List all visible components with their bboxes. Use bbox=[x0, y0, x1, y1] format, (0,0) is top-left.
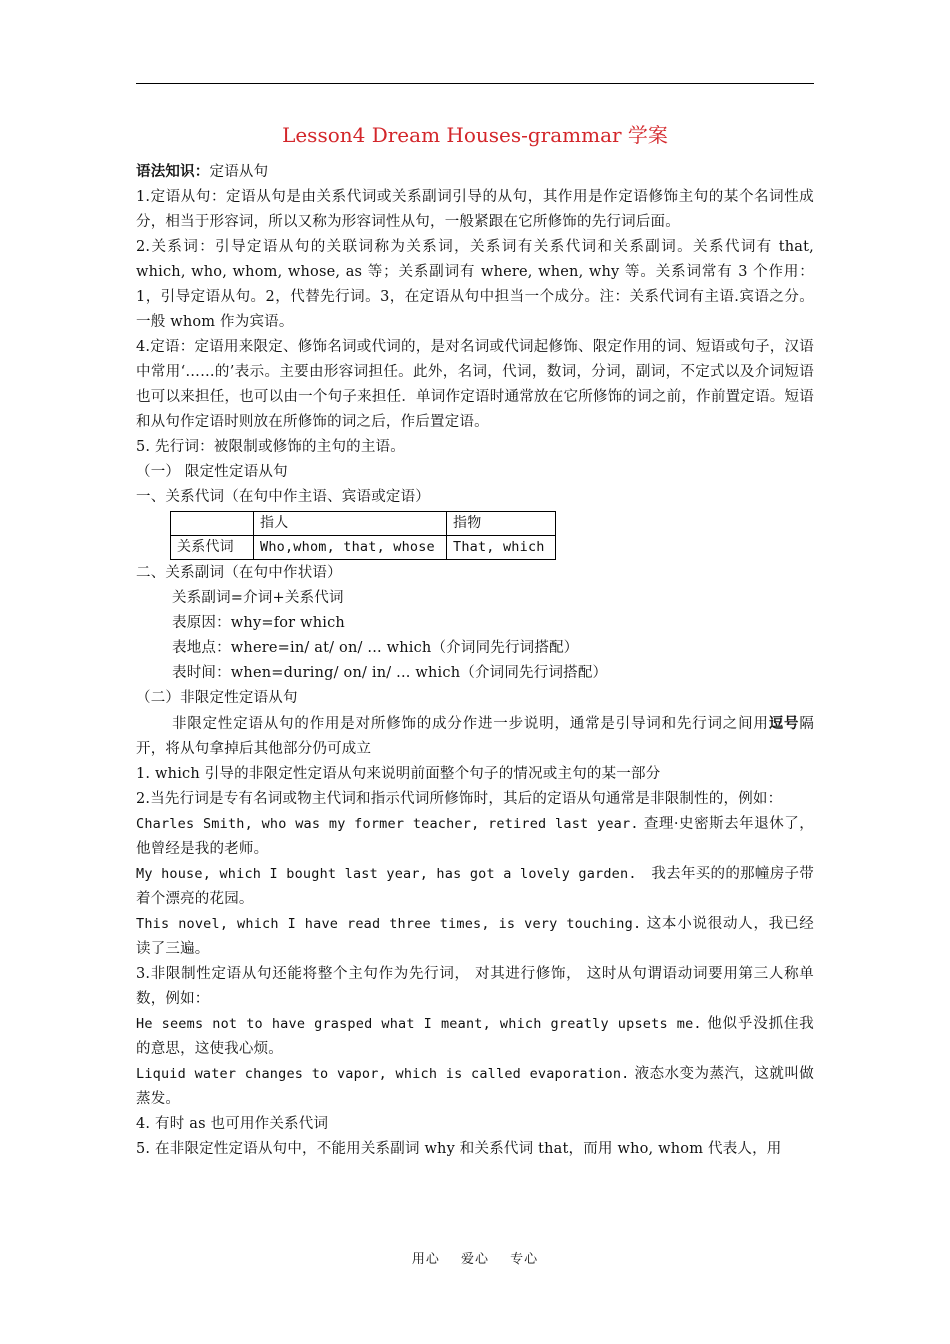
table-cell: 指物 bbox=[447, 512, 556, 536]
note-3: 3.非限制性定语从句还能将整个主句作为先行词， 对其进行修饰， 这时从句谓语动词要用第三人称单数，例如： bbox=[136, 966, 814, 1007]
example-zh: 我去年买的的那幢房子带着个漂亮的花园。 bbox=[136, 866, 814, 907]
note-4: 4. 有时 as 也可用作关系代词 bbox=[136, 1116, 329, 1132]
intro-bold: 逗号 bbox=[768, 715, 800, 732]
relative-pronoun-table bbox=[170, 511, 556, 560]
note-1: 1. which 引导的非限定性定语从句来说明前面整个句子的情况或主句的某一部分 bbox=[136, 766, 661, 782]
table-cell bbox=[171, 512, 254, 536]
intro-after: 隔开，将从句拿掉后其他部分仍可成立 bbox=[136, 716, 815, 757]
adverb-line: 表原因：why=for which bbox=[172, 615, 345, 631]
example-2 bbox=[136, 862, 814, 912]
example-zh: 查理·史密斯去年退休了，他曾经是我的老师。 bbox=[136, 816, 815, 857]
page-title: Lesson4 Dream Houses-grammar 学案 bbox=[282, 123, 668, 147]
adverb-line: 表地点：where=in/ at/ on/ ... which（介词同先行词搭配） bbox=[172, 640, 579, 656]
example-en: Charles Smith, who was my former teacher, retired last year. bbox=[136, 816, 639, 832]
example-zh: 他似乎没抓住我的意思，这使我心烦。 bbox=[136, 1016, 814, 1057]
adverb-line: 关系副词=介词+关系代词 bbox=[172, 590, 344, 606]
table-row bbox=[171, 536, 556, 560]
example-4 bbox=[136, 1012, 814, 1062]
paragraph-1: 1.定语从句：定语从句是由关系代词或关系副词引导的从句，其作用是作定语修饰主句的某个名词性成分，相当于形容词，所以又称为形容词性从句，一般紧跟在它所修饰的先行词后面。 bbox=[136, 189, 814, 230]
table-header-row bbox=[171, 512, 556, 536]
note-5: 5. 在非限定性定语从句中，不能用关系副词 why 和关系代词 that，而用 who, whom 代表人，用 bbox=[136, 1141, 782, 1157]
footer-text: 专心 bbox=[510, 1252, 539, 1267]
page-footer bbox=[0, 1248, 950, 1267]
document-body bbox=[136, 159, 814, 1162]
example-1 bbox=[136, 812, 814, 862]
paragraph-4: 4.定语：定语用来限定、修饰名词或代词的，是对名词或代词起修饰、限定作用的词、短语或句子，汉语中常用‘……的’表示。主要由形容词担任。此外，名词，代词，数词，分词，副词，不定式以及介词短语也可以来担任，也可以由一个句子来担任．单词作定语时通常放在它所修饰的词之前，作前置定语。短语和从句作定语时则放在所修饰的词之后，作后置定语。 bbox=[136, 339, 814, 430]
sub-relative-pronouns: 一、关系代词（在句中作主语、宾语或定语） bbox=[136, 489, 430, 505]
intro-before: 非限定性定语从句的作用是对所修饰的成分作进一步说明，通常是引导词和先行词之间用 bbox=[172, 716, 769, 732]
table-cell: That, which bbox=[447, 536, 556, 560]
footer-text: 用心 bbox=[411, 1252, 440, 1267]
section-restrictive: （一） 限定性定语从句 bbox=[136, 464, 288, 480]
paragraph-2: 2.关系词：引导定语从句的关联词称为关系词，关系词有关系代词和关系副词。关系代词有 that, which, who, whom, whose, as 等；关系副词有 where, when, why 等。关系词常有 3 个作用：1，引导定语从句。2，代替先行词。3，在定语从句中担当一个成分。注：关系代词有主语.宾语之分。一般 whom 作为宾语。 bbox=[136, 239, 814, 330]
nonrestrictive-intro bbox=[136, 711, 814, 762]
adverb-line: 表时间：when=during/ on/ in/ ... which（介词同先行词搭配） bbox=[172, 665, 608, 681]
example-en: He seems not to have grasped what I meant, which greatly upsets me. bbox=[136, 1016, 702, 1032]
example-3 bbox=[136, 912, 814, 962]
example-5 bbox=[136, 1062, 814, 1112]
footer-text: 爱心 bbox=[460, 1252, 489, 1267]
example-en: My house, which I bought last year, has got a lovely garden. bbox=[136, 866, 637, 882]
example-en: This novel, which I have read three times, is very touching. bbox=[136, 916, 642, 932]
example-zh: 液态水变为蒸汽，这就叫做蒸发。 bbox=[136, 1066, 814, 1107]
intro-text: 定语从句 bbox=[209, 164, 269, 180]
table-cell: 指人 bbox=[254, 512, 447, 536]
header-rule bbox=[136, 83, 814, 84]
example-zh: 这本小说很动人，我已经读了三遍。 bbox=[136, 916, 814, 957]
intro-label: 语法知识： bbox=[136, 163, 210, 180]
paragraph-5: 5. 先行词：被限制或修饰的主句的主语。 bbox=[136, 439, 405, 455]
table-cell: 关系代词 bbox=[171, 536, 254, 560]
table-cell: Who,whom, that, whose bbox=[254, 536, 447, 560]
intro-line bbox=[136, 159, 814, 185]
sub-relative-adverbs: 二、关系副词（在句中作状语） bbox=[136, 565, 342, 581]
note-2: 2.当先行词是专有名词或物主代词和指示代词所修饰时，其后的定语从句通常是非限制性的，例如： bbox=[136, 791, 783, 807]
section-nonrestrictive: （二）非限定性定语从句 bbox=[136, 690, 298, 706]
example-en: Liquid water changes to vapor, which is called evaporation. bbox=[136, 1066, 630, 1082]
